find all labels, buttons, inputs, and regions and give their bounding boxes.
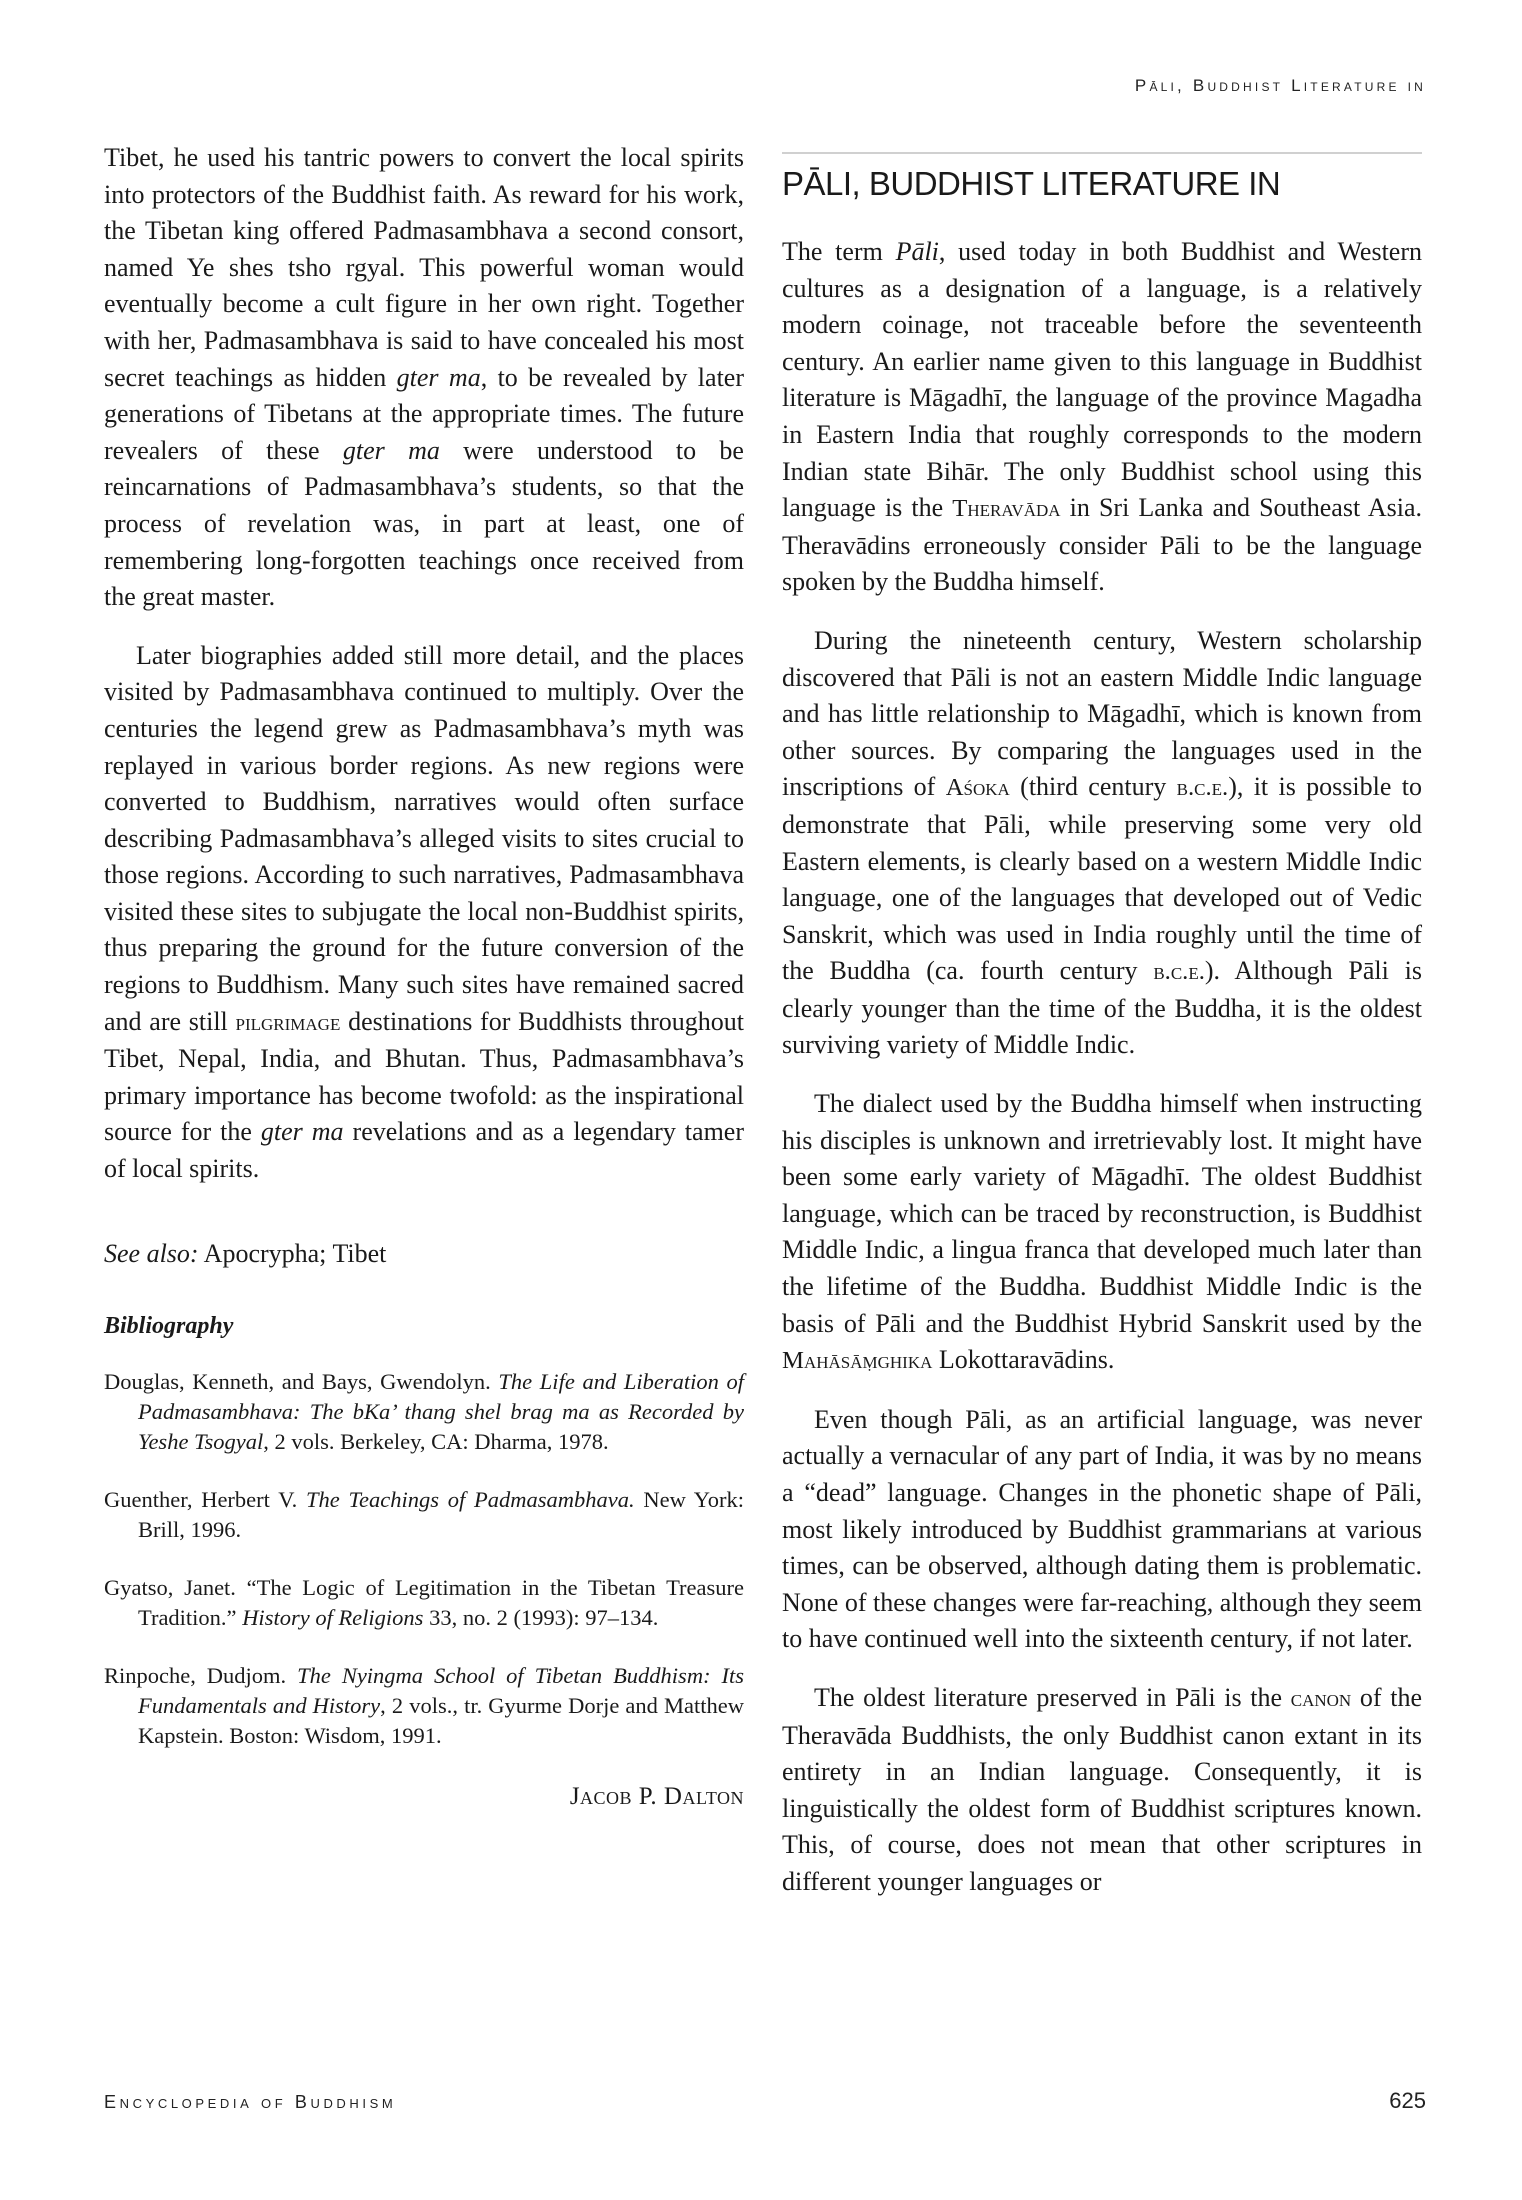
text-run: , 2 vols. Berkeley, CA: Dharma, 1978. (263, 1428, 609, 1454)
text-run: The oldest literature preserved in Pāli is the (814, 1682, 1291, 1712)
text-run: 33, no. 2 (1993): 97–134. (423, 1604, 659, 1630)
body-paragraph (782, 1680, 1422, 1901)
book-title: The Teachings of Padmasambhava. (306, 1486, 635, 1512)
entry-title: PĀLI, BUDDHIST LITERATURE IN (782, 165, 1281, 202)
text-run: of the Theravāda Buddhists, the only Buddhist canon extant in its entirety in an Indian language. Consequently, it is linguistically the oldest form of Buddhist scriptures known. This, of course, does not mean that other scriptures in different younger languages or (782, 1682, 1422, 1896)
text-run: , to be revealed by later generations of Tibetans at the appropriate times. The future revealers of these (104, 362, 744, 465)
text-run: , 2 vols., tr. Gyurme Dorje and Matthew Kapstein. Boston: Wisdom, 1991. (138, 1692, 744, 1748)
italic-term: gter ma (396, 362, 481, 392)
text-run: in Sri Lanka and Southeast Asia. Theravādins erroneously consider Pāli to be the language spoken by the Buddha himself. (782, 493, 1423, 597)
italic-term: gter ma (342, 435, 440, 465)
see-also-label: See also: (104, 1238, 199, 1268)
bibliography-heading: Bibliography (104, 1313, 234, 1340)
text-run: New York: Brill, 1996. (138, 1486, 745, 1542)
left-column (104, 140, 744, 1837)
text-run: The term (782, 237, 896, 266)
cross-reference-link-pilgrimage[interactable]: pilgrimage (235, 1008, 341, 1036)
cross-reference-link-asoka[interactable]: Aśoka (945, 774, 1010, 802)
text-run: , used today in both Buddhist and Western cultures as a designation of a language, is a relatively modern coinage, not traceable before the seventeenth century. An earlier name given to this language in Buddhist literature is Māgadhī, the language of the province Magadha in Eastern India that roughly corresponds to the modern Indian state Bihār. The only Buddhist school using this language is the (782, 237, 1422, 523)
text-run: Lokottaravādins. (932, 1345, 1115, 1375)
text-run: ). Although Pāli is clearly younger than the time of the Buddha, it is the oldest surviving variety of Middle Indic. (782, 956, 1422, 1060)
see-also-links[interactable]: Apocrypha; Tibet (203, 1238, 387, 1268)
text-run: The dialect used by the Buddha himself when instructing his disciples is unknown and irretrievably lost. It might have been some early variety of Māgadhī. The oldest Buddhist language, which can be traced by reconstruction, is Buddhist Middle Indic, a lingua franca that developed much later than the lifetime of the Buddha. Buddhist Middle Indic is the basis of Pāli and the Buddhist Hybrid Sanskrit used by the (782, 1089, 1422, 1338)
body-paragraph (782, 623, 1422, 1064)
bibliography-entry (104, 1573, 744, 1633)
era-abbreviation: b.c.e. (1176, 774, 1229, 802)
text-run: Rinpoche, Dudjom. (104, 1662, 298, 1688)
book-title: The Life and Liberation of Padmasambhava: The bKa’ thang shel brag ma as Recorded by Yeshe Tsogyal (138, 1368, 744, 1454)
cross-reference-link-canon[interactable]: canon (1290, 1684, 1352, 1712)
see-also (104, 1236, 744, 1273)
body-paragraph (782, 1086, 1422, 1380)
bibliography-entry (104, 1485, 744, 1545)
text-run: Tibet, he used his tantric powers to convert the local spirits into protectors of the Buddhist faith. As reward for his work, the Tibetan king offered Padmasambhava a second consort, named Ye shes tsho rgyal. This powerful woman would eventually become a cult figure in her own right. Together with her, Padmasambhava is said to have concealed his most secret teachings as hidden (104, 143, 744, 392)
cross-reference-link-mahasamghika[interactable]: Mahāsāṃghika (782, 1347, 933, 1375)
era-abbreviation: b.c.e. (1153, 958, 1205, 986)
cross-reference-link-theravada[interactable]: Theravāda (952, 495, 1061, 523)
text-run: Douglas, Kenneth, and Bays, Gwendolyn. (104, 1368, 499, 1394)
text-run: Even though Pāli, as an artificial language, was never actually a vernacular of any part of India, it was by no means a “dead” language. Changes in the phonetic shape of Pāli, most likely introduced by Buddhist grammarians at various times, can be observed, although dating them is problematic. None of these changes were far-reaching, although they seem to have continued well into the sixteenth century, if not later. (782, 1404, 1422, 1654)
author-signature: Jacob P. Dalton (569, 1782, 744, 1810)
text-run: revelations and as a legendary tamer of local spirits. (104, 1117, 744, 1184)
right-column (782, 140, 1422, 1923)
body-paragraph (782, 1402, 1422, 1658)
text-run: Gyatso, Janet. “The Logic of Legitimation in the Tibetan Treasure Tradition.” (104, 1574, 744, 1630)
text-run: ), it is possible to demonstrate that Pāli, while preserving some very old Eastern elements, is clearly based on a western Middle Indic language, one of the languages that developed out of Vedic Sanskrit, which was used in India roughly until the time of the Buddha (ca. fourth century (782, 772, 1422, 986)
text-run: Later biographies added still more detail, and the places visited by Padmasambhava continued to multiply. Over the centuries the legend grew as Padmasambhava’s myth was replayed in various border regions. As new regions were converted to Buddhism, narratives would often surface describing Padmasambhava’s alleged visits to sites crucial to those regions. According to such narratives, Padmasambhava visited these sites to subjugate the local non-Buddhist spirits, thus preparing the ground for the future conversion of the regions to Buddhism. Many such sites have remained sacred and are still (104, 640, 744, 1036)
page-number: 625 (1389, 2088, 1426, 2113)
text-run: were understood to be reincarnations of Padmasambhava’s students, so that the process of revelation was, in part at least, one of remembering long-forgotten teachings once received from the great master. (104, 435, 744, 612)
bibliography-entry (104, 1367, 744, 1457)
body-paragraph (104, 638, 744, 1188)
running-head: Pāli, Buddhist Literature in (1134, 76, 1426, 95)
text-run: During the nineteenth century, Western scholarship discovered that Pāli is not an eastern Middle Indic language and has little relationship to Māgadhī, which is known from other sources. By comparing the languages used in the inscriptions of (782, 625, 1422, 802)
body-paragraph (104, 140, 744, 616)
section-divider (782, 152, 1422, 154)
journal-title: History of Religions (242, 1604, 424, 1630)
text-run: (third century (1009, 772, 1177, 802)
book-title: The Nyingma School of Tibetan Buddhism: Its Fundamentals and History (138, 1662, 744, 1718)
italic-term: Pāli (895, 237, 939, 266)
italic-term: gter ma (260, 1117, 344, 1147)
body-paragraph (782, 234, 1422, 601)
footer-publication-title: Encyclopedia of Buddhism (104, 2092, 397, 2112)
bibliography-entry (104, 1661, 744, 1751)
text-run: destinations for Buddhists throughout Tibet, Nepal, India, and Bhutan. Thus, Padmasambhava’s primary importance has become twofold: as the inspirational source for the (104, 1006, 744, 1147)
text-run: Guenther, Herbert V. (104, 1486, 307, 1512)
